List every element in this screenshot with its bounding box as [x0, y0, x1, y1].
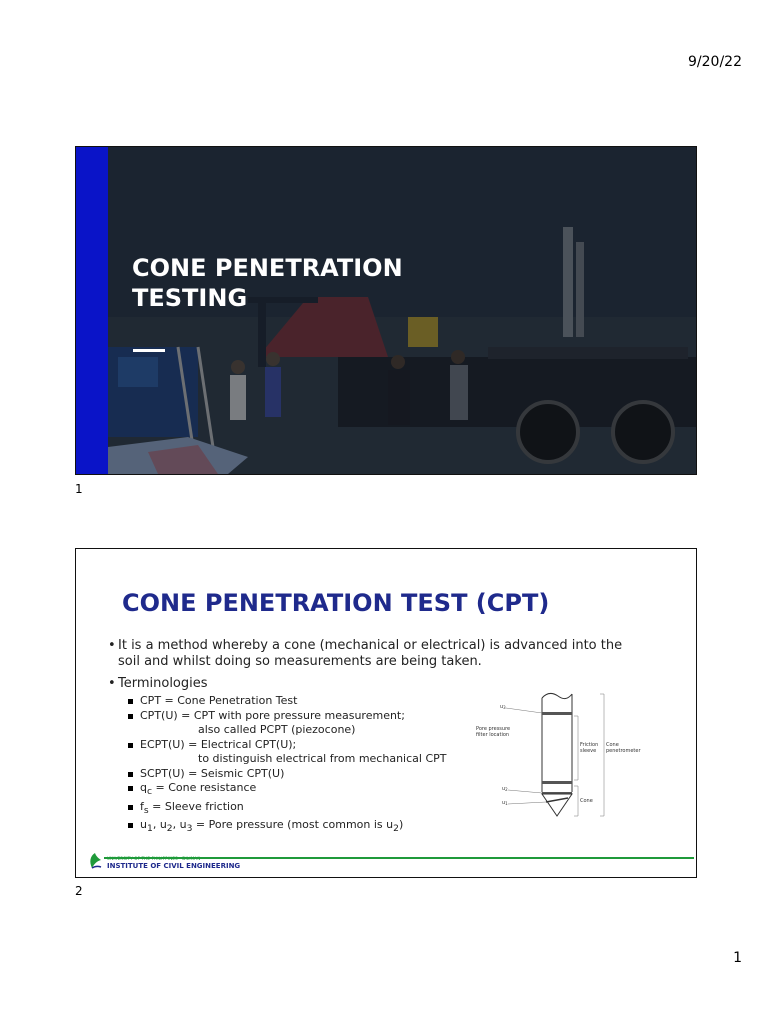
u-sub-common: 2	[393, 823, 399, 835]
bullet-dot: •	[108, 638, 116, 653]
term-fs-symbol: f	[140, 799, 144, 813]
term-item-continued: also called PCPT (piezocone)	[198, 723, 356, 736]
label-friction: Friction	[580, 742, 599, 748]
page-number: 1	[733, 950, 742, 966]
label-pore-pressure: Pore pressure	[476, 726, 511, 732]
term-u-text: = Pore pressure (most common is u	[192, 818, 394, 832]
label-cone-1: Cone	[606, 742, 619, 748]
title-underline	[133, 349, 165, 352]
term-qc-text: = Cone resistance	[152, 781, 257, 794]
label-cone: Cone	[580, 798, 593, 804]
label-filter-location: filter location	[476, 732, 510, 738]
term-item: CPT = Cone Penetration Test	[128, 694, 648, 709]
slide-1	[75, 146, 697, 475]
term-item: CPT(U) = CPT with pore pressure measurement;	[128, 709, 648, 724]
label-penetrometer: penetrometer	[606, 748, 641, 754]
u-sub-1: 1	[146, 823, 153, 835]
bullet-dot: •	[108, 676, 116, 691]
slide-2-number: 2	[75, 884, 83, 898]
term-qc-subscript: c	[146, 786, 153, 798]
slide-2	[75, 548, 697, 878]
u-symbol: u	[179, 818, 187, 832]
u-sub-2: 2	[166, 823, 173, 835]
label-u1: $u_1$	[502, 800, 508, 806]
date: 9/20/22	[688, 54, 742, 70]
university-logo-icon	[88, 852, 102, 870]
label-u2: $u_2$	[502, 786, 508, 792]
u-symbol: u	[159, 818, 167, 832]
separator: ,	[172, 818, 180, 832]
term-item: ECPT(U) = Electrical CPT(U);	[128, 738, 648, 753]
u-sub-3: 3	[186, 823, 193, 835]
u-symbol: u	[140, 818, 147, 832]
term-item: SCPT(U) = Seismic CPT(U)	[128, 767, 648, 782]
label-u3: $u_3$	[500, 704, 506, 710]
cone-penetrometer-diagram	[474, 686, 654, 826]
bullet-definition	[108, 638, 648, 670]
bullet-definition-text: It is a method whereby a cone (mechanical or electrical) is advanced into the soil and whilst doing so measurements are being taken.	[118, 638, 623, 669]
institute-name: INSTITUTE OF CIVIL ENGINEERING	[107, 862, 241, 870]
closing-paren: )	[398, 818, 404, 832]
separator: ,	[152, 818, 160, 832]
slide-accent-bar	[76, 147, 108, 474]
slide-2-heading: CONE PENETRATION TEST (CPT)	[122, 589, 550, 617]
slide-1-title: CONE PENETRATION TESTING	[132, 254, 403, 312]
term-item-continued: to distinguish electrical from mechanical CPT	[198, 752, 447, 765]
bullet-terminologies-text: Terminologies	[118, 676, 208, 691]
term-fs-subscript: s	[143, 804, 149, 816]
slide-1-number: 1	[75, 482, 83, 496]
university-name: UNIVERSITY OF THE PHILIPPINES · DILIMAN	[107, 856, 201, 861]
label-sleeve: sleeve	[580, 748, 597, 754]
term-qc-symbol: q	[140, 781, 147, 794]
term-fs-text: = Sleeve friction	[148, 799, 244, 813]
